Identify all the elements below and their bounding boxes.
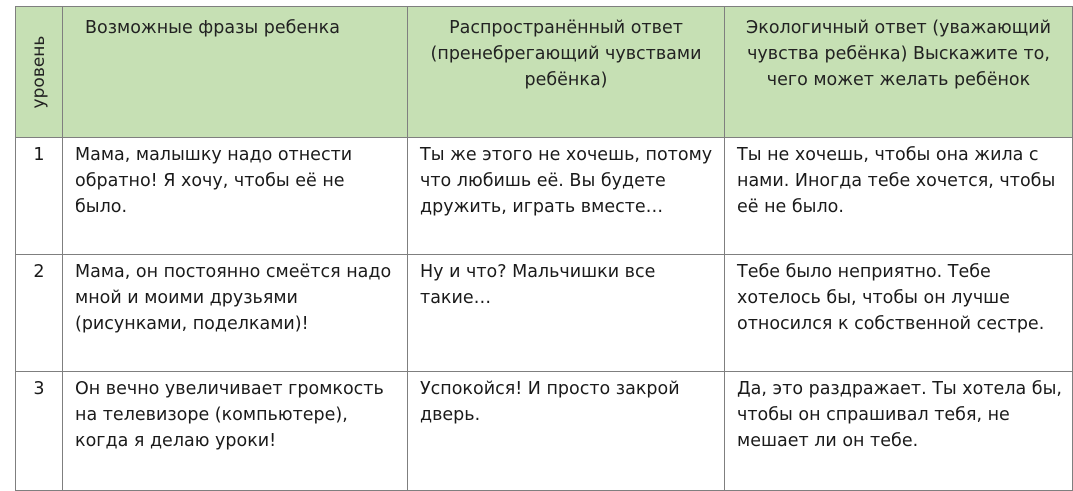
row-phrase: Мама, он постоянно смеётся надо мной и моими друзьями (рисунками, поделками)! bbox=[63, 255, 408, 372]
row-phrase: Мама, малышку надо отнести обратно! Я хочу, чтобы её не было. bbox=[63, 138, 408, 255]
table-row bbox=[16, 255, 1073, 372]
row-level: 1 bbox=[16, 138, 63, 255]
row-common-response: Ты же этого не хочешь, потому что любишь её. Вы будете дружить, играть вместе… bbox=[408, 138, 725, 255]
row-level: 3 bbox=[16, 372, 63, 491]
row-common-response: Ну и что? Мальчишки все такие… bbox=[408, 255, 725, 372]
parenting-responses-table bbox=[15, 6, 1073, 491]
table-row bbox=[16, 372, 1073, 491]
header-level bbox=[16, 7, 63, 138]
row-eco-response: Тебе было неприятно. Тебе хотелось бы, чтобы он лучше относился к собственной сестре. bbox=[725, 255, 1073, 372]
header-common-response: Распространённый ответ (пренебрегающий чувствами ребёнка) bbox=[408, 7, 725, 138]
header-phrases: Возможные фразы ребенка bbox=[63, 7, 408, 138]
row-common-response: Успокойся! И просто закрой дверь. bbox=[408, 372, 725, 491]
row-phrase: Он вечно увеличивает громкость на телевизоре (компьютере), когда я делаю уроки! bbox=[63, 372, 408, 491]
row-level: 2 bbox=[16, 255, 63, 372]
header-eco-response: Экологичный ответ (уважающий чувства ребёнка) Выскажите то, чего может желать ребёнок bbox=[725, 7, 1073, 138]
table-row bbox=[16, 138, 1073, 255]
document-frame bbox=[6, 6, 1062, 472]
header-row bbox=[16, 7, 1073, 138]
row-eco-response: Ты не хочешь, чтобы она жила с нами. Иногда тебе хочется, чтобы её не было. bbox=[725, 138, 1073, 255]
row-eco-response: Да, это раздражает. Ты хотела бы, чтобы он спрашивал тебя, не мешает ли он тебе. bbox=[725, 372, 1073, 491]
header-level-label: уровень bbox=[29, 35, 49, 109]
